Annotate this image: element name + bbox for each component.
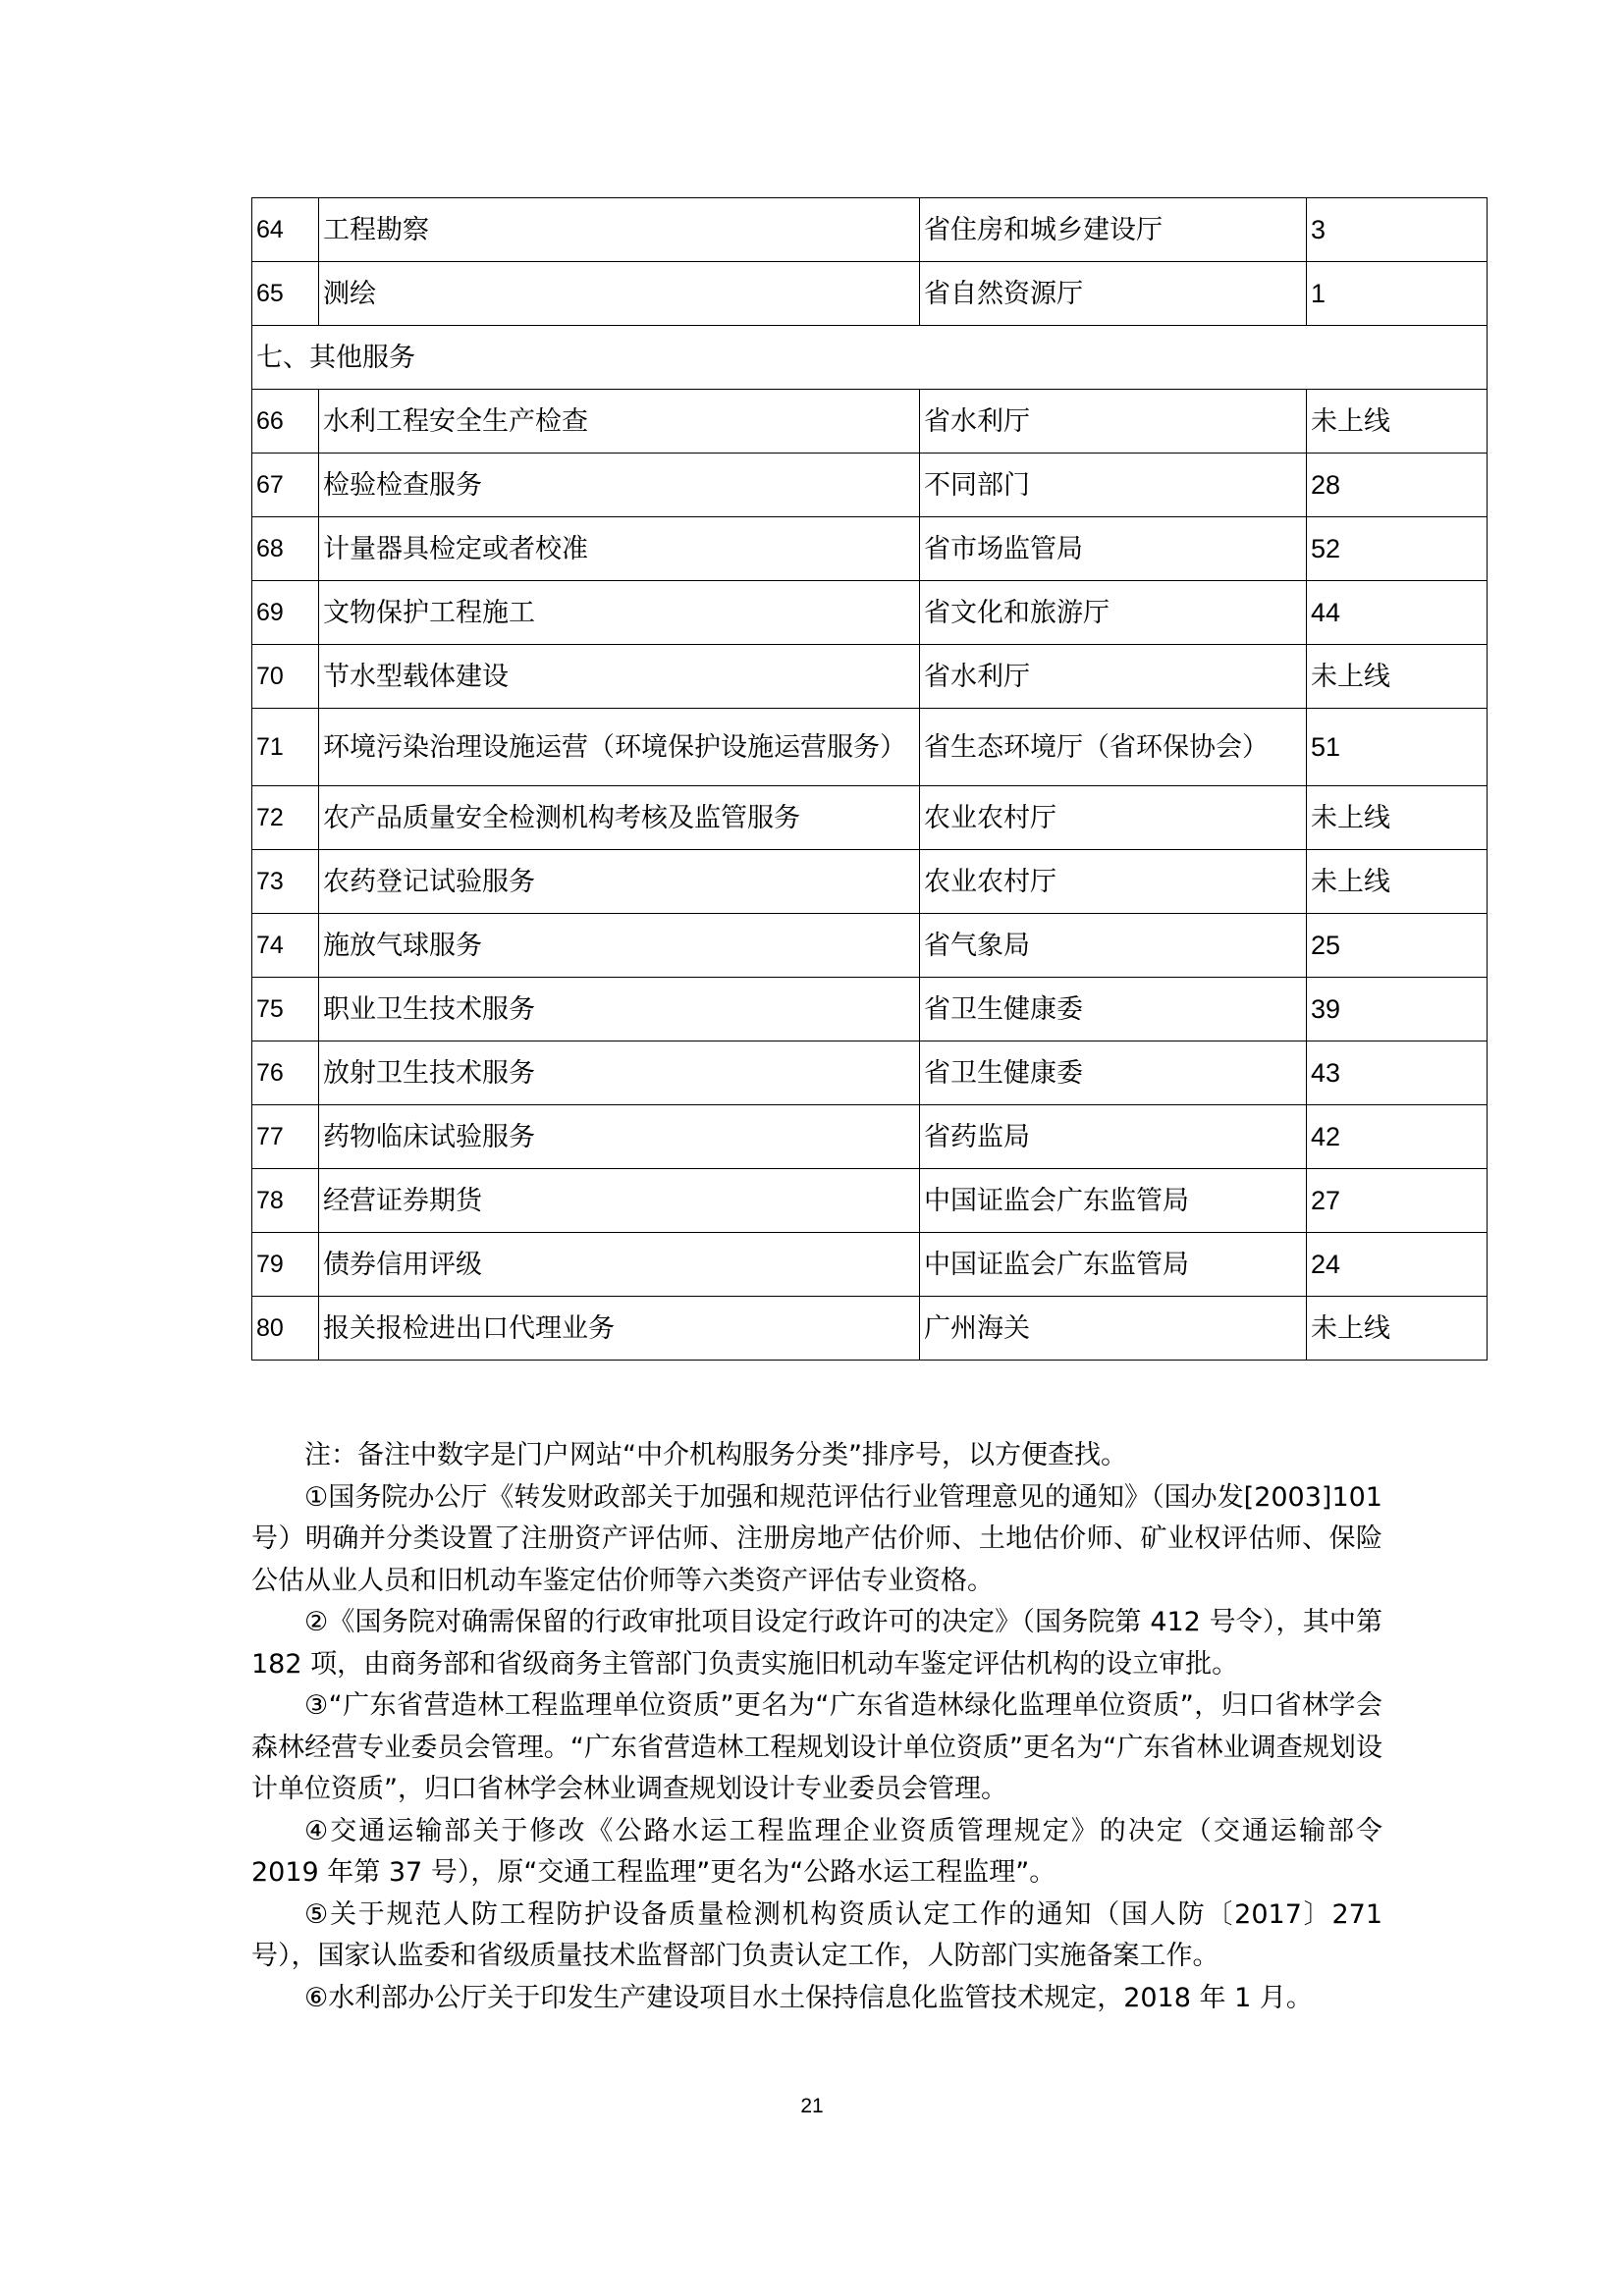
department: 省文化和旅游厅 — [920, 581, 1307, 645]
table-row — [252, 978, 1488, 1041]
department: 省气象局 — [920, 914, 1307, 978]
row-number: 79 — [252, 1233, 319, 1297]
table-row — [252, 1233, 1488, 1297]
table-row — [252, 645, 1488, 709]
remark: 1 — [1307, 262, 1488, 326]
row-number: 77 — [252, 1105, 319, 1169]
table-row — [252, 454, 1488, 517]
service-item: 报关报检进出口代理业务 — [319, 1297, 920, 1361]
service-item: 经营证券期货 — [319, 1169, 920, 1233]
remark: 3 — [1307, 198, 1488, 262]
table-row — [252, 198, 1488, 262]
department: 农业农村厅 — [920, 786, 1307, 850]
department: 中国证监会广东监管局 — [920, 1169, 1307, 1233]
service-item: 文物保护工程施工 — [319, 581, 920, 645]
section-heading: 七、其他服务 — [252, 326, 1488, 390]
services-table — [251, 197, 1488, 1361]
remark: 39 — [1307, 978, 1488, 1041]
table-row — [252, 262, 1488, 326]
service-item: 水利工程安全生产检查 — [319, 390, 920, 454]
department: 省药监局 — [920, 1105, 1307, 1169]
row-number: 78 — [252, 1169, 319, 1233]
service-item: 计量器具检定或者校准 — [319, 517, 920, 581]
table-row — [252, 709, 1488, 786]
service-item: 检验检查服务 — [319, 454, 920, 517]
table-row — [252, 390, 1488, 454]
remark: 52 — [1307, 517, 1488, 581]
row-number: 65 — [252, 262, 319, 326]
row-number: 69 — [252, 581, 319, 645]
note-3: ③“广东省营造林工程监理单位资质”更名为“广东省造林绿化监理单位资质”，归口省林学会森林经营专业委员会管理。“广东省营造林工程规划设计单位资质”更名为“广东省林业调查规划设计单位资质”，归口省林学会林业调查规划设计专业委员会管理。 — [251, 1690, 1382, 1804]
department: 省住房和城乡建设厅 — [920, 198, 1307, 262]
service-item: 农药登记试验服务 — [319, 850, 920, 914]
section-row — [252, 326, 1488, 390]
service-item: 债券信用评级 — [319, 1233, 920, 1297]
row-number: 67 — [252, 454, 319, 517]
remark: 28 — [1307, 454, 1488, 517]
department: 广州海关 — [920, 1297, 1307, 1361]
service-item: 测绘 — [319, 262, 920, 326]
service-item: 环境污染治理设施运营（环境保护设施运营服务） — [319, 709, 920, 786]
row-number: 70 — [252, 645, 319, 709]
service-item: 职业卫生技术服务 — [319, 978, 920, 1041]
remark: 未上线 — [1307, 645, 1488, 709]
service-item: 农产品质量安全检测机构考核及监管服务 — [319, 786, 920, 850]
service-item: 节水型载体建设 — [319, 645, 920, 709]
remark: 24 — [1307, 1233, 1488, 1297]
row-number: 73 — [252, 850, 319, 914]
footnotes — [251, 1435, 1382, 2019]
department: 省市场监管局 — [920, 517, 1307, 581]
remark: 未上线 — [1307, 1297, 1488, 1361]
table-row — [252, 914, 1488, 978]
service-item: 施放气球服务 — [319, 914, 920, 978]
remark: 44 — [1307, 581, 1488, 645]
department: 省卫生健康委 — [920, 1041, 1307, 1105]
note-1: ①国务院办公厅《转发财政部关于加强和规范评估行业管理意见的通知》（国办发[2003]101 号）明确并分类设置了注册资产评估师、注册房地产估价师、土地估价师、矿业权评估师、保险公估从业人员和旧机动车鉴定估价师等六类资产评估专业资格。 — [251, 1481, 1382, 1596]
table-row — [252, 1169, 1488, 1233]
table-row — [252, 581, 1488, 645]
note-2: ②《国务院对确需保留的行政审批项目设定行政许可的决定》（国务院第 412 号令），其中第 182 项，由商务部和省级商务主管部门负责实施旧机动车鉴定评估机构的设立审批。 — [251, 1607, 1382, 1680]
service-item: 药物临床试验服务 — [319, 1105, 920, 1169]
row-number: 64 — [252, 198, 319, 262]
row-number: 72 — [252, 786, 319, 850]
row-number: 80 — [252, 1297, 319, 1361]
department: 农业农村厅 — [920, 850, 1307, 914]
note-6: ⑥水利部办公厅关于印发生产建设项目水土保持信息化监管技术规定，2018 年 1 月。 — [304, 1982, 1313, 2013]
service-item: 放射卫生技术服务 — [319, 1041, 920, 1105]
row-number: 75 — [252, 978, 319, 1041]
note-4: ④交通运输部关于修改《公路水运工程监理企业资质管理规定》的决定（交通运输部令 2019 年第 37 号），原“交通工程监理”更名为“公路水运工程监理”。 — [251, 1815, 1382, 1888]
note-intro: 注：备注中数字是门户网站“中介机构服务分类”排序号，以方便查找。 — [304, 1440, 1127, 1470]
table-row — [252, 1105, 1488, 1169]
row-number: 71 — [252, 709, 319, 786]
department: 省生态环境厅（省环保协会） — [920, 709, 1307, 786]
remark: 未上线 — [1307, 786, 1488, 850]
table-row — [252, 517, 1488, 581]
department: 省水利厅 — [920, 390, 1307, 454]
table-row — [252, 850, 1488, 914]
page-number: 21 — [800, 2095, 824, 2117]
row-number: 66 — [252, 390, 319, 454]
remark: 42 — [1307, 1105, 1488, 1169]
remark: 51 — [1307, 709, 1488, 786]
department: 中国证监会广东监管局 — [920, 1233, 1307, 1297]
table-row — [252, 1297, 1488, 1361]
note-5: ⑤关于规范人防工程防护设备质量检测机构资质认定工作的通知（国人防〔2017〕271 号），国家认监委和省级质量技术监督部门负责认定工作，人防部门实施备案工作。 — [251, 1898, 1382, 1971]
department: 省卫生健康委 — [920, 978, 1307, 1041]
row-number: 68 — [252, 517, 319, 581]
remark: 未上线 — [1307, 850, 1488, 914]
remark: 43 — [1307, 1041, 1488, 1105]
remark: 未上线 — [1307, 390, 1488, 454]
remark: 27 — [1307, 1169, 1488, 1233]
department: 不同部门 — [920, 454, 1307, 517]
table-row — [252, 1041, 1488, 1105]
remark: 25 — [1307, 914, 1488, 978]
department: 省水利厅 — [920, 645, 1307, 709]
row-number: 76 — [252, 1041, 319, 1105]
row-number: 74 — [252, 914, 319, 978]
department: 省自然资源厅 — [920, 262, 1307, 326]
service-item: 工程勘察 — [319, 198, 920, 262]
table-row — [252, 786, 1488, 850]
